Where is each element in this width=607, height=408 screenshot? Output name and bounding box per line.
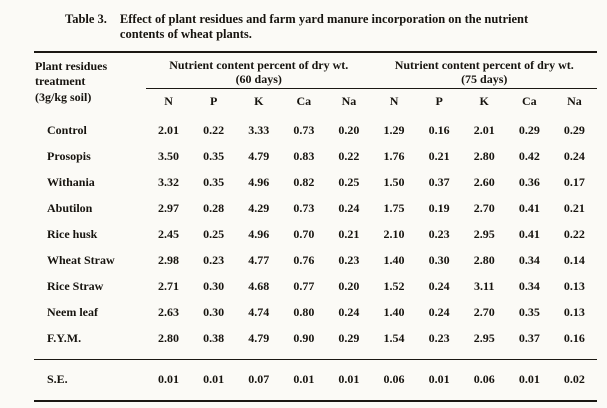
row-label: Withania [47,174,95,189]
cell-value: 0.34 [518,278,540,293]
cell-value: 4.96 [248,174,270,189]
group-subtitle: (60 days) [235,72,282,87]
cell-value: 2.97 [158,200,180,215]
cell-value: 0.37 [428,174,450,189]
row-header-line: (3g/kg soil) [35,89,92,104]
row-label: Abutilon [47,200,93,215]
cell-value: 0.13 [563,278,585,293]
cell-value: 2.95 [473,226,495,241]
se-value: 0.01 [507,359,552,401]
cell-value: 0.19 [428,200,450,215]
table-row [34,248,597,274]
cell-value: 0.36 [518,174,540,189]
cell-value: 0.22 [338,148,360,163]
table-number: Table 3. [65,12,107,26]
cell-value: 0.73 [293,200,315,215]
cell-value: 4.96 [248,226,270,241]
cell-value: 2.70 [473,304,495,319]
se-value: 0.02 [552,359,597,401]
group-header-60-days [146,52,371,89]
se-value: 0.01 [146,359,191,401]
cell-value: 1.40 [383,304,405,319]
cell-value: 2.80 [473,252,495,267]
cell-value: 4.77 [248,252,270,267]
row-label: Rice Straw [47,278,104,293]
cell-value: 4.79 [248,148,270,163]
cell-value: 0.35 [203,148,225,163]
cell-value: 2.95 [473,330,495,345]
cell-value: 1.52 [383,278,405,293]
cell-value: 0.30 [203,304,225,319]
table-caption [65,12,597,43]
cell-value: 2.71 [158,278,180,293]
cell-value: 0.30 [203,278,225,293]
table-row [34,326,597,360]
se-value: 0.07 [236,359,281,401]
cell-value: 3.32 [158,174,180,189]
cell-value: 0.25 [338,174,360,189]
cell-value: 3.11 [474,278,495,293]
column-header-ca-75: Ca [521,93,537,108]
cell-value: 0.37 [518,330,540,345]
cell-value: 0.35 [518,304,540,319]
cell-value: 0.73 [293,122,315,137]
cell-value: 1.29 [383,122,405,137]
se-value: 0.01 [191,359,236,401]
cell-value: 0.35 [203,174,225,189]
cell-value: 2.80 [473,148,495,163]
cell-value: 0.38 [203,330,225,345]
cell-value: 0.90 [293,330,315,345]
se-value: 0.06 [371,359,416,401]
cell-value: 0.70 [293,226,315,241]
table-row [34,196,597,222]
table-row [34,118,597,144]
column-header-k-75: K [479,93,489,108]
cell-value: 0.24 [338,200,360,215]
column-header-k-60: K [254,93,264,108]
cell-value: 0.23 [203,252,225,267]
table-row [34,144,597,170]
group-subtitle: (75 days) [461,72,508,87]
row-header-line: treatment [35,74,86,89]
row-label: Control [47,122,87,137]
row-label: Neem leaf [47,304,98,319]
cell-value: 0.25 [203,226,225,241]
cell-value: 0.34 [518,252,540,267]
column-header-n-75: N [389,93,399,108]
cell-value: 0.21 [428,148,450,163]
cell-value: 0.22 [203,122,225,137]
cell-value: 0.24 [428,304,450,319]
cell-value: 0.23 [338,252,360,267]
cell-value: 0.80 [293,304,315,319]
group-title: Nutrient content percent of dry wt. [394,57,574,72]
cell-value: 2.80 [158,330,180,345]
column-header-ca-60: Ca [296,93,312,108]
cell-value: 0.76 [293,252,315,267]
cell-value: 0.28 [203,200,225,215]
cell-value: 0.41 [518,200,540,215]
cell-value: 2.70 [473,200,495,215]
cell-value: 0.13 [563,304,585,319]
group-header-75-days [371,52,597,89]
cell-value: 2.63 [158,304,180,319]
table-row [34,300,597,326]
row-label: Rice husk [47,226,98,241]
cell-value: 2.45 [158,226,180,241]
table-row [34,222,597,248]
cell-value: 0.21 [338,226,360,241]
cell-value: 0.24 [338,304,360,319]
cell-value: 0.30 [428,252,450,267]
cell-value: 0.17 [563,174,585,189]
se-value: 0.01 [417,359,462,401]
cell-value: 0.14 [563,252,585,267]
table-body [34,118,597,360]
cell-value: 0.21 [563,200,585,215]
cell-value: 2.10 [383,226,405,241]
cell-value: 0.20 [338,278,360,293]
se-value: 0.01 [281,359,326,401]
cell-value: 0.29 [338,330,360,345]
row-label: F.Y.M. [47,330,82,345]
cell-value: 4.79 [248,330,270,345]
cell-value: 0.83 [293,148,315,163]
cell-value: 2.98 [158,252,180,267]
cell-value: 0.82 [293,174,315,189]
table-header [34,52,597,118]
cell-value: 0.16 [563,330,585,345]
table-caption-text: Effect of plant residues and farm yard manure incorporation on the nutrient contents of wheat plants. [119,12,529,42]
cell-value: 0.42 [518,148,540,163]
se-row-label: S.E. [34,359,146,401]
cell-value: 2.60 [473,174,495,189]
row-label: Wheat Straw [47,252,115,267]
cell-value: 1.54 [383,330,405,345]
cell-value: 2.01 [473,122,495,137]
cell-value: 1.75 [383,200,405,215]
cell-value: 4.74 [248,304,270,319]
row-header-cell [34,52,146,118]
column-header-p-60: P [209,93,218,108]
group-title: Nutrient content percent of dry wt. [169,57,349,72]
column-header-p-75: P [435,93,443,108]
cell-value: 0.23 [428,226,450,241]
cell-value: 1.40 [383,252,405,267]
cell-value: 0.16 [428,122,450,137]
standard-error-row [34,359,597,401]
cell-value: 0.29 [518,122,540,137]
cell-value: 0.20 [338,122,360,137]
se-value: 0.01 [326,359,371,401]
table-row [34,170,597,196]
nutrient-table [34,51,597,402]
column-header-na-60: Na [341,93,357,108]
cell-value: 0.24 [563,148,585,163]
cell-value: 1.76 [383,148,405,163]
row-label: Prosopis [47,148,91,163]
cell-value: 0.24 [428,278,450,293]
cell-value: 3.50 [158,148,180,163]
cell-value: 0.41 [518,226,540,241]
table-footer [34,359,597,401]
cell-value: 1.50 [383,174,405,189]
cell-value: 4.68 [248,278,270,293]
cell-value: 0.23 [428,330,450,345]
cell-value: 4.29 [248,200,270,215]
se-value: 0.06 [462,359,507,401]
cell-value: 0.29 [563,122,585,137]
column-header-n-60: N [164,93,173,108]
cell-value: 0.77 [293,278,315,293]
cell-value: 0.22 [563,226,585,241]
column-header-na-75: Na [567,93,582,108]
row-header-line: Plant residues [35,58,108,73]
cell-value: 2.01 [158,122,180,137]
cell-value: 3.33 [248,122,270,137]
table-row [34,274,597,300]
